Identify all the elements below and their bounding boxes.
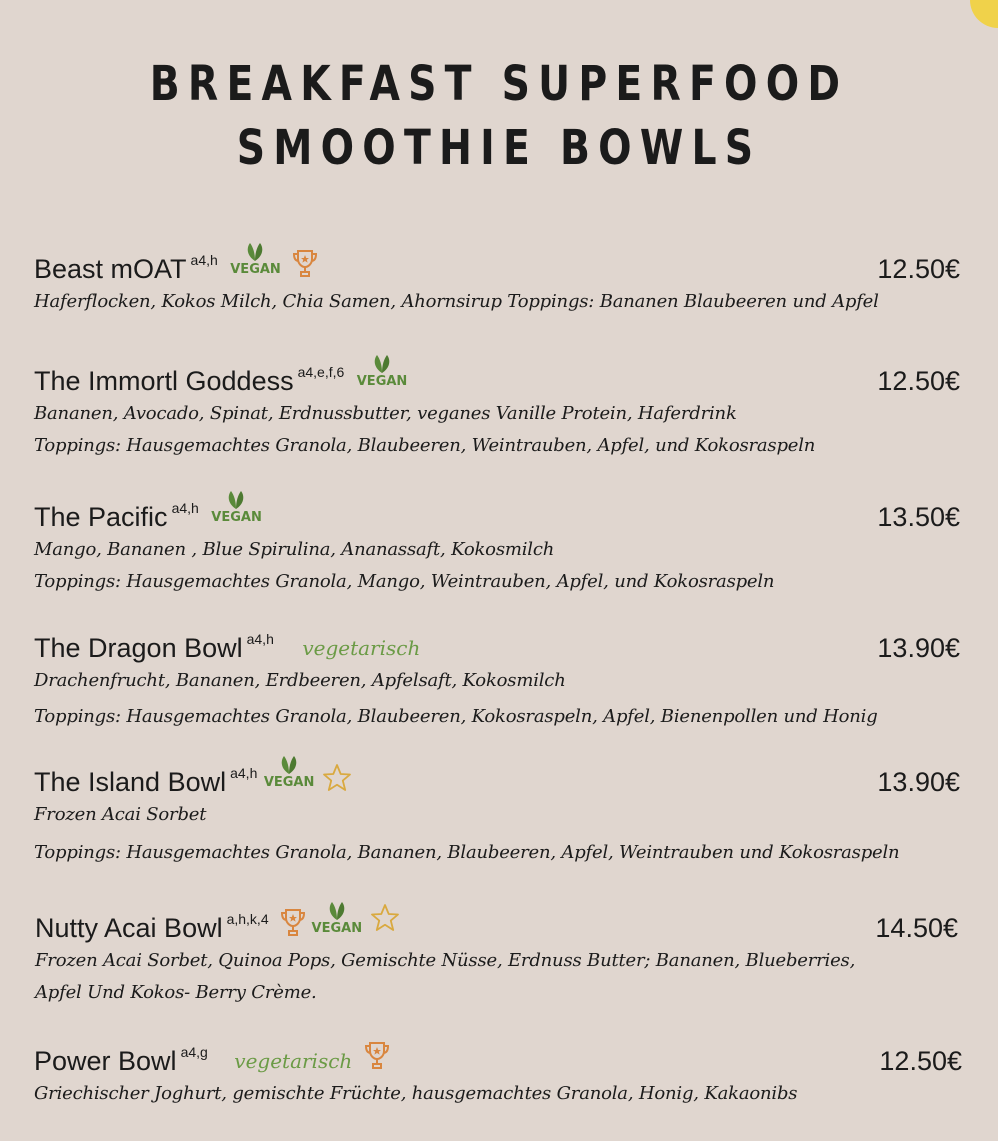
item-description-line: Toppings: Hausgemachtes Granola, Bananen, Blaubeeren, Apfel, Weintrauben und Kokosraspeln [34,842,900,863]
item-price: 13.90€ [877,767,960,797]
vegan-badge [357,354,407,394]
vegetarian-badge: vegetarisch [234,1049,353,1073]
item-allergens: a,h,k,4 [226,911,269,927]
item-name: The Island Bowl [34,767,227,797]
item-name: The Dragon Bowl [34,633,243,663]
item-description-line: Griechischer Joghurt, gemischte Früchte, hausgemachtes Granola, Honig, Kakaonibs [34,1083,798,1104]
vegan-label: VEGAN [311,921,363,936]
item-allergens: a4,h [246,631,274,647]
item-name: Nutty Acai Bowl [35,913,223,943]
menu-item-power-bowl [34,1044,962,1110]
trophy-icon [291,248,319,285]
menu-item-dragon-bowl [34,631,960,733]
item-price: 13.90€ [877,633,960,663]
leaf-icon [326,901,348,921]
item-price: 14.50€ [875,913,958,943]
item-description-line: Frozen Acai Sorbet, Quinoa Pops, Gemischte Nüsse, Erdnuss Butter; Bananen, Blueberries, [35,950,856,971]
vegan-label: VEGAN [211,510,262,525]
star-icon [370,903,400,938]
item-allergens: a4,h [190,252,218,268]
menu-item-immortl-goddess [34,364,960,462]
item-description-line: Toppings: Hausgemachtes Granola, Blaubeeren, Weintrauben, Apfel, und Kokosraspeln [34,435,816,456]
leaf-icon [225,490,247,510]
vegan-badge [230,242,280,282]
item-allergens: a4,g [180,1044,208,1060]
item-description-line: Apfel Und Kokos- Berry Crème. [35,982,317,1003]
menu-title [90,52,908,180]
item-name: The Pacific [34,502,168,532]
leaf-icon [278,755,300,775]
vegan-label: VEGAN [230,262,281,277]
item-description-line: Mango, Bananen , Blue Spirulina, Ananassaft, Kokosmilch [34,539,555,560]
vegan-badge [264,755,314,795]
star-icon [322,763,352,798]
vegan-badge [211,490,261,530]
menu-title-line-1: BREAKFAST SUPERFOOD [149,56,849,112]
leaf-icon [371,354,393,374]
item-price: 13.50€ [877,502,960,532]
leaf-icon [244,242,266,262]
item-description-line: Toppings: Hausgemachtes Granola, Mango, Weintrauben, Apfel, und Kokosraspeln [34,571,775,592]
menu-item-island-bowl [34,765,960,869]
item-price: 12.50€ [877,254,960,284]
trophy-icon [363,1040,391,1077]
item-allergens: a4,e,f,6 [297,364,345,380]
menu-item-nutty-acai-bowl [35,911,958,1009]
vegetarian-badge: vegetarisch [302,636,421,660]
vegan-label: VEGAN [263,775,315,790]
vegan-label: VEGAN [356,374,408,389]
item-price: 12.50€ [877,366,960,396]
item-description-line: Toppings: Hausgemachtes Granola, Blaubeeren, Kokosraspeln, Apfel, Bienenpollen und Honig [34,706,878,727]
item-allergens: a4,h [171,500,199,516]
item-name: Power Bowl [34,1046,177,1076]
item-description-line: Drachenfrucht, Bananen, Erdbeeren, Apfelsaft, Kokosmilch [34,670,566,691]
item-allergens: a4,h [230,765,258,781]
trophy-icon [279,907,307,944]
vegan-badge [312,901,362,941]
menu-item-pacific [34,500,960,598]
corner-decoration [970,0,998,28]
item-name: The Immortl Goddess [34,366,294,396]
menu-title-line-2: SMOOTHIE BOWLS [236,120,762,176]
menu-item-beast-moat [34,252,960,318]
item-description-line: Haferflocken, Kokos Milch, Chia Samen, Ahornsirup Toppings: Bananen Blaubeeren und Apfel [34,291,879,312]
item-description-line: Bananen, Avocado, Spinat, Erdnussbutter, veganes Vanille Protein, Haferdrink [34,403,737,424]
item-name: Beast mOAT [34,254,187,284]
item-price: 12.50€ [879,1046,962,1076]
item-description-line: Frozen Acai Sorbet [34,804,207,825]
